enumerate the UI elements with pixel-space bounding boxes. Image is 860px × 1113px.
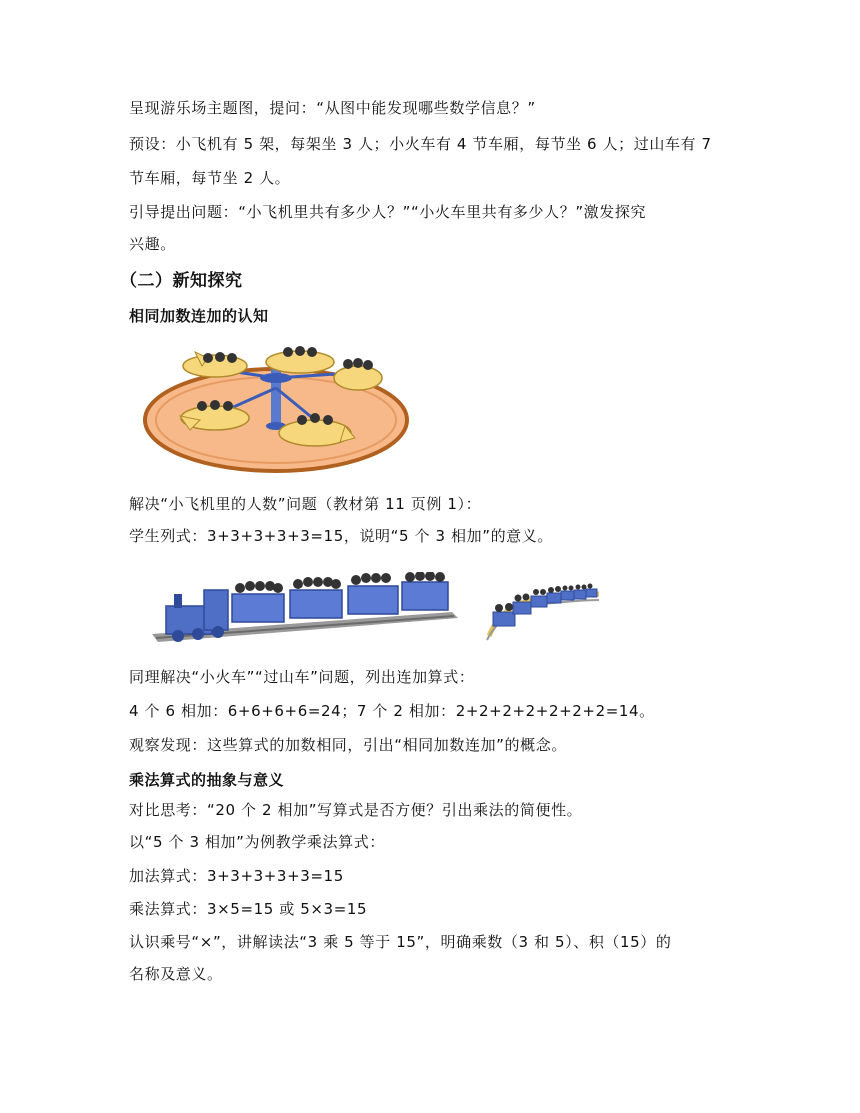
locomotive xyxy=(166,590,228,642)
paragraph-addition-equations: 4 个 6 相加：6+6+6+6=24；7 个 2 相加：2+2+2+2+2+2+2=14。 xyxy=(129,702,655,720)
paragraph-airplane-problem: 解决“小飞机里的人数”问题（教材第 11 页例 1）： xyxy=(129,495,482,513)
train-car-2 xyxy=(290,577,342,618)
subheading-repeated-addition: 相同加数连加的认知 xyxy=(129,307,269,325)
train-car-4 xyxy=(402,572,448,610)
section-heading: （二）新知探究 xyxy=(120,271,243,291)
roller-coaster-illustration xyxy=(483,578,601,642)
paragraph-multiplication-sign: 认识乘号“×”，讲解读法“3 乘 5 等于 15”，明确乘数（3 和 5）、积（15）的 xyxy=(129,933,672,951)
train-car-3 xyxy=(348,573,398,614)
intro-line-1: 呈现游乐场主题图，提问：“从图中能发现哪些数学信息？” xyxy=(129,99,536,117)
airplane-3 xyxy=(334,358,382,390)
paragraph-addition-form: 加法算式：3+3+3+3+3=15 xyxy=(129,867,344,885)
intro-line-4: 引导提出问题：“小飞机里共有多少人？”“小火车里共有多少人？”激发探究 xyxy=(129,203,647,221)
paragraph-multiplication-form: 乘法算式：3×5=15 或 5×3=15 xyxy=(129,900,368,918)
subheading-multiplication: 乘法算式的抽象与意义 xyxy=(129,771,285,789)
paragraph-airplane-equation: 学生列式：3+3+3+3+3=15，说明“5 个 3 相加”的意义。 xyxy=(129,527,553,545)
train-illustration xyxy=(152,572,458,646)
airplane-1 xyxy=(183,352,247,377)
paragraph-observation: 观察发现：这些算式的加数相同，引出“相同加数连加”的概念。 xyxy=(129,736,567,754)
train-car-1 xyxy=(232,581,284,622)
intro-line-3: 节车厢，每节坐 2 人。 xyxy=(129,169,291,187)
paragraph-naming: 名称及意义。 xyxy=(129,965,223,983)
coaster-cars xyxy=(493,584,597,627)
intro-line-5: 兴趣。 xyxy=(129,235,176,253)
paragraph-example: 以“5 个 3 相加”为例教学乘法算式： xyxy=(129,833,385,851)
paragraph-compare: 对比思考：“20 个 2 相加”写算式是否方便？引出乘法的简便性。 xyxy=(129,801,583,819)
airplane-2 xyxy=(266,346,334,373)
intro-line-2: 预设：小飞机有 5 架，每架坐 3 人；小火车有 4 节车厢，每节坐 6 人；过山车有 7 xyxy=(129,135,712,153)
airplane-carousel-illustration xyxy=(140,338,412,476)
paragraph-train-coaster: 同理解决“小火车”“过山车”问题，列出连加算式： xyxy=(129,668,475,686)
